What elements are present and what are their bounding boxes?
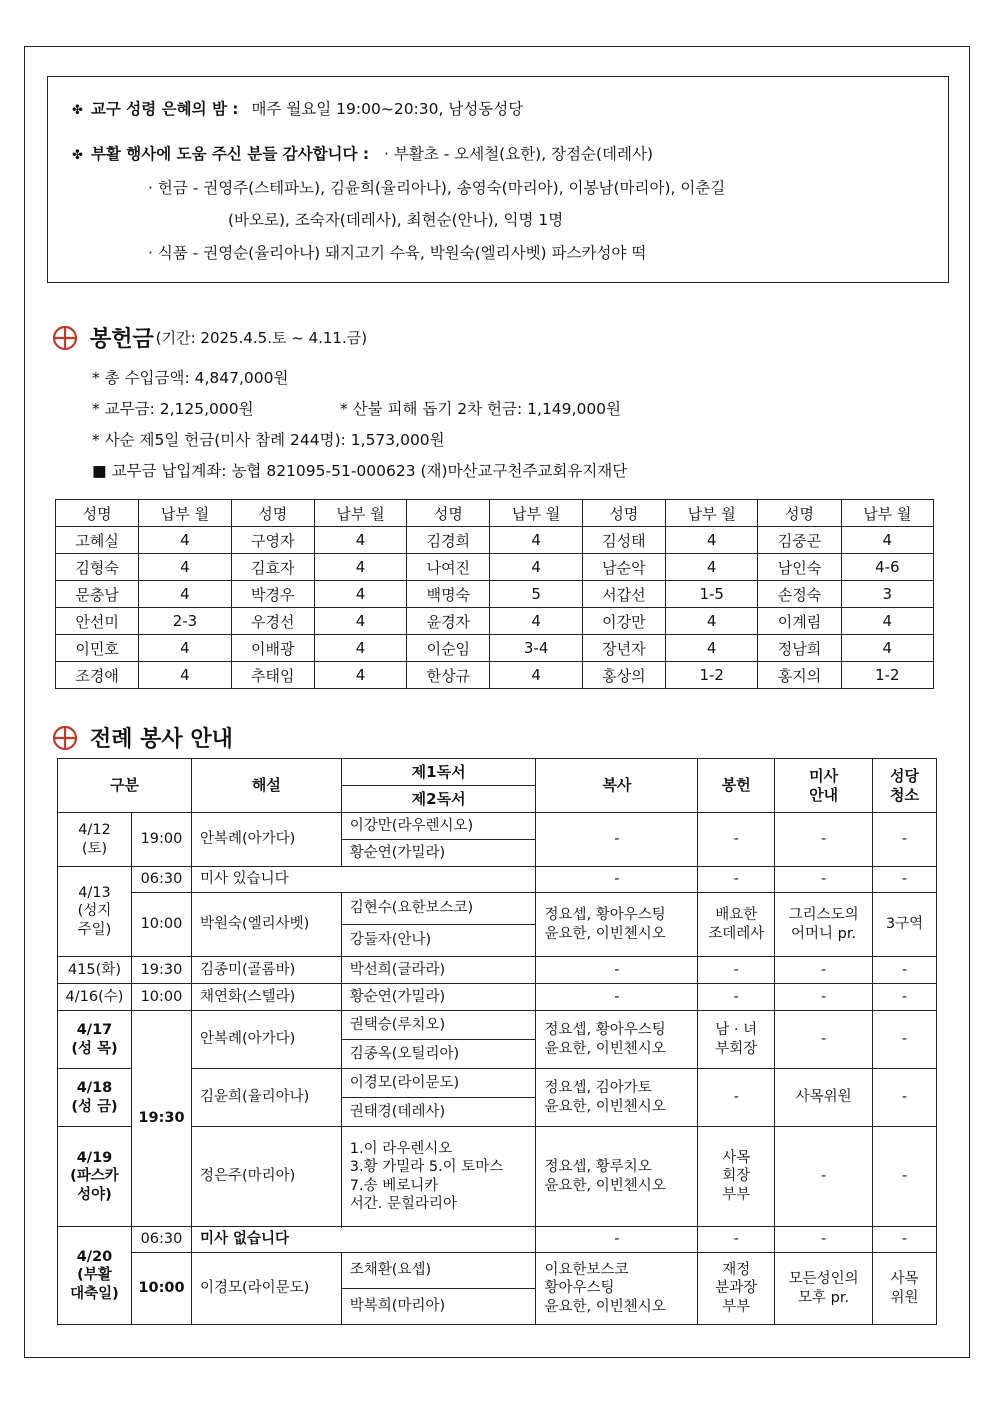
acolyte-cell: - — [536, 984, 698, 1011]
member-name-cell: 김성태 — [582, 527, 665, 554]
paid-month-cell: 4 — [490, 527, 582, 554]
cleaning-cell: - — [873, 1011, 937, 1069]
member-name-cell: 손정숙 — [758, 581, 841, 608]
mass-guide-cell: 그리스도의 어머니 pr. — [775, 893, 873, 957]
reading-cell: 강둘자(안나) — [341, 925, 536, 957]
acolyte-cell: - — [536, 813, 698, 867]
header-month: 납부 월 — [490, 500, 582, 527]
cleaning-cell: 사목 위원 — [873, 1253, 937, 1325]
member-name-cell: 홍지의 — [758, 662, 841, 689]
paid-month-cell: 4 — [314, 581, 406, 608]
paid-month-cell: 4 — [841, 635, 933, 662]
time-cell: 10:00 — [131, 984, 191, 1011]
member-name-cell: 백명숙 — [407, 581, 490, 608]
date-cell: 4/19 (파스카 성야) — [58, 1127, 132, 1227]
cleaning-cell: - — [873, 957, 937, 984]
table-row — [56, 527, 934, 554]
member-name-cell: 이강만 — [582, 608, 665, 635]
table-row — [56, 608, 934, 635]
paid-month-cell: 4 — [490, 608, 582, 635]
paid-month-cell: 4 — [314, 608, 406, 635]
liturgy-table — [57, 758, 937, 1325]
reading-cell: 이경모(라이문도) — [341, 1069, 536, 1098]
member-name-cell: 문충남 — [56, 581, 139, 608]
member-name-cell: 홍상의 — [582, 662, 665, 689]
paid-month-cell: 4 — [841, 527, 933, 554]
offertory-cell: 배요한 조데레사 — [698, 893, 775, 957]
header-name: 성명 — [758, 500, 841, 527]
time-cell: 06:30 — [131, 1227, 191, 1253]
liturgy-heading: 전례 봉사 안내 — [90, 727, 233, 752]
paid-month-cell: 4 — [314, 527, 406, 554]
paid-month-cell: 3-4 — [490, 635, 582, 662]
member-name-cell: 정남희 — [758, 635, 841, 662]
member-name-cell: 윤경자 — [407, 608, 490, 635]
reading-cell: 박복희(마리아) — [341, 1289, 536, 1325]
mass-guide-cell: - — [775, 1011, 873, 1069]
paid-month-cell: 4 — [139, 635, 231, 662]
offertory-cell: - — [698, 1069, 775, 1127]
member-name-cell: 한상규 — [407, 662, 490, 689]
reading-cell: 황순연(가밀라) — [341, 840, 536, 867]
note-cell: 미사 있습니다 — [191, 867, 536, 893]
offertory-cell: 사목 회장 부부 — [698, 1127, 775, 1227]
header-month: 납부 월 — [314, 500, 406, 527]
commentary-cell: 김윤희(율리아나) — [191, 1069, 341, 1127]
cleaning-cell: - — [873, 1069, 937, 1127]
mass-guide-cell: 사목위원 — [775, 1069, 873, 1127]
member-name-cell: 이배광 — [231, 635, 314, 662]
mass-guide-cell: - — [775, 984, 873, 1011]
paid-month-cell: 1-5 — [666, 581, 758, 608]
notice-line-3: · 헌금 - 권영주(스테파노), 김윤희(율리아나), 송영숙(마리아), 이봉남(마리아), 이춘길 — [148, 179, 726, 197]
offertory-cell: - — [698, 957, 775, 984]
paid-month-cell: 4 — [666, 527, 758, 554]
mass-guide-cell: - — [775, 813, 873, 867]
paid-month-cell: 1-2 — [841, 662, 933, 689]
header-name: 성명 — [407, 500, 490, 527]
offering-period: (기간: 2025.4.5.토 ~ 4.11.금) — [155, 329, 368, 347]
cleaning-cell: 3구역 — [873, 893, 937, 957]
reading-cell: 김종옥(오틸리아) — [341, 1040, 536, 1069]
paid-month-cell: 4 — [314, 662, 406, 689]
member-name-cell: 김중곤 — [758, 527, 841, 554]
table-row — [56, 554, 934, 581]
header-month: 납부 월 — [139, 500, 231, 527]
time-cell: 19:00 — [131, 813, 191, 867]
header-month: 납부 월 — [841, 500, 933, 527]
diamond-bullet-icon: ✤ — [72, 103, 83, 118]
date-cell: 4/13 (성지 주일) — [58, 867, 132, 957]
paid-month-cell: 4 — [139, 581, 231, 608]
header-commentary: 해설 — [191, 759, 341, 813]
commentary-cell: 안복례(아가다) — [191, 1011, 341, 1069]
time-cell: 10:00 — [131, 1253, 191, 1325]
paid-month-cell: 4 — [666, 635, 758, 662]
member-name-cell: 우경선 — [231, 608, 314, 635]
offering-lent: * 사순 제5일 헌금(미사 참례 244명): 1,573,000원 — [92, 431, 445, 449]
header-name: 성명 — [231, 500, 314, 527]
member-name-cell: 서갑선 — [582, 581, 665, 608]
cross-circle-icon — [52, 725, 78, 751]
acolyte-cell: - — [536, 1227, 698, 1253]
date-cell: 4/18 (성 금) — [58, 1069, 132, 1127]
offering-account: ■ 교무금 납입계좌: 농협 821095-51-000623 (재)마산교구천주교회유지재단 — [92, 462, 628, 480]
notice-text: · 부활초 - 오세철(요한), 장점순(데레사) — [384, 145, 653, 163]
member-name-cell: 이순임 — [407, 635, 490, 662]
offering-heading: 봉헌금 — [90, 327, 154, 352]
time-cell: 06:30 — [131, 867, 191, 893]
commentary-cell: 박원숙(엘리사벳) — [191, 893, 341, 957]
member-name-cell: 남순악 — [582, 554, 665, 581]
paid-month-cell: 4 — [139, 662, 231, 689]
notice-line-2 — [72, 142, 653, 164]
paid-month-cell: 3 — [841, 581, 933, 608]
diamond-bullet-icon: ✤ — [72, 148, 83, 163]
commentary-cell: 김종미(골롬바) — [191, 957, 341, 984]
offertory-cell: 남 · 녀 부회장 — [698, 1011, 775, 1069]
paid-month-cell: 4 — [314, 554, 406, 581]
cross-circle-icon — [52, 325, 78, 351]
reading-cell: 박선희(글라라) — [341, 957, 536, 984]
header-reading2: 제2독서 — [341, 786, 536, 813]
offering-title — [52, 322, 367, 353]
member-name-cell: 나여진 — [407, 554, 490, 581]
member-name-cell: 김경희 — [407, 527, 490, 554]
mass-guide-cell: - — [775, 867, 873, 893]
paid-month-cell: 4 — [490, 554, 582, 581]
notice-label: 부활 행사에 도움 주신 분들 감사합니다 : — [90, 145, 370, 163]
table-row — [56, 581, 934, 608]
header-mass-guide: 미사 안내 — [775, 759, 873, 813]
time-cell: 10:00 — [131, 893, 191, 957]
member-name-cell: 안선미 — [56, 608, 139, 635]
paid-month-cell: 4 — [139, 527, 231, 554]
acolyte-cell: 정요셉, 김아가토 윤요한, 이빈첸시오 — [536, 1069, 698, 1127]
notice-line-5: · 식품 - 권영순(율리아나) 돼지고기 수육, 박원숙(엘리사벳) 파스카성야 떡 — [148, 244, 647, 262]
notice-line-4: (바오로), 조숙자(데레사), 최현순(안나), 익명 1명 — [228, 211, 564, 229]
date-cell: 4/16(수) — [58, 984, 132, 1011]
paid-month-cell: 4 — [841, 608, 933, 635]
member-name-cell: 김효자 — [231, 554, 314, 581]
acolyte-cell: 정요셉, 황아우스팅 윤요한, 이빈첸시오 — [536, 1011, 698, 1069]
member-name-cell: 구영자 — [231, 527, 314, 554]
paid-month-cell: 4 — [314, 635, 406, 662]
member-name-cell: 고혜실 — [56, 527, 139, 554]
member-name-cell: 남인숙 — [758, 554, 841, 581]
notice-box — [47, 76, 949, 283]
table-row — [56, 662, 934, 689]
acolyte-cell: - — [536, 867, 698, 893]
header-reading1: 제1독서 — [341, 759, 536, 786]
member-name-cell: 박경우 — [231, 581, 314, 608]
member-name-cell: 이민호 — [56, 635, 139, 662]
paid-month-cell: 1-2 — [666, 662, 758, 689]
offertory-cell: - — [698, 867, 775, 893]
mass-guide-cell: - — [775, 1227, 873, 1253]
offertory-cell: 재정 분과장 부부 — [698, 1253, 775, 1325]
offering-dues: * 교무금: 2,125,000원 — [92, 400, 254, 418]
liturgy-title — [52, 722, 233, 753]
commentary-cell: 정은주(마리아) — [191, 1127, 341, 1227]
offertory-cell: - — [698, 813, 775, 867]
cleaning-cell: - — [873, 813, 937, 867]
date-cell: 4/12 (토) — [58, 813, 132, 867]
cleaning-cell: - — [873, 984, 937, 1011]
commentary-cell: 채연화(스텔라) — [191, 984, 341, 1011]
header-acolyte: 복사 — [536, 759, 698, 813]
header-cleaning: 성당 청소 — [873, 759, 937, 813]
reading-cell: 황순연(가밀라) — [341, 984, 536, 1011]
dues-table — [55, 499, 934, 689]
header-offertory: 봉헌 — [698, 759, 775, 813]
offertory-cell: - — [698, 1227, 775, 1253]
header-month: 납부 월 — [666, 500, 758, 527]
acolyte-cell: 정요셉, 황아우스팅 윤요한, 이빈첸시오 — [536, 893, 698, 957]
time-cell: 19:30 — [131, 957, 191, 984]
paid-month-cell: 4 — [666, 608, 758, 635]
reading-cell: 1.이 라우렌시오 3.황 가밀라 5.이 토마스 7.송 베로니카 서간. 문힐라리아 — [341, 1127, 536, 1227]
acolyte-cell: 정요셉, 황루치오 윤요한, 이빈첸시오 — [536, 1127, 698, 1227]
member-name-cell: 조경애 — [56, 662, 139, 689]
member-name-cell: 장년자 — [582, 635, 665, 662]
date-cell: 415(화) — [58, 957, 132, 984]
notice-line-1 — [72, 97, 523, 119]
mass-guide-cell: 모든성인의 모후 pr. — [775, 1253, 873, 1325]
notice-label: 교구 성령 은혜의 밤 : — [90, 100, 239, 118]
header-name: 성명 — [56, 500, 139, 527]
header-division: 구분 — [58, 759, 192, 813]
offering-wildfire: * 산불 피해 돕기 2차 헌금: 1,149,000원 — [340, 400, 622, 418]
mass-guide-cell: - — [775, 1127, 873, 1227]
reading-cell: 이강만(라우렌시오) — [341, 813, 536, 840]
reading-cell: 권택승(루치오) — [341, 1011, 536, 1040]
paid-month-cell: 5 — [490, 581, 582, 608]
cleaning-cell: - — [873, 1227, 937, 1253]
commentary-cell: 이경모(라이문도) — [191, 1253, 341, 1325]
paid-month-cell: 4 — [490, 662, 582, 689]
note-cell: 미사 없습니다 — [191, 1227, 536, 1253]
member-name-cell: 이계림 — [758, 608, 841, 635]
reading-cell: 김현수(요한보스코) — [341, 893, 536, 925]
offertory-cell: - — [698, 984, 775, 1011]
reading-cell: 조채환(요셉) — [341, 1253, 536, 1289]
commentary-cell: 안복례(아가다) — [191, 813, 341, 867]
member-name-cell: 김형숙 — [56, 554, 139, 581]
acolyte-cell: 이요한보스코 황아우스팅 윤요한, 이빈첸시오 — [536, 1253, 698, 1325]
paid-month-cell: 2-3 — [139, 608, 231, 635]
paid-month-cell: 4 — [139, 554, 231, 581]
acolyte-cell: - — [536, 957, 698, 984]
offering-total: * 총 수입금액: 4,847,000원 — [92, 369, 289, 387]
cleaning-cell: - — [873, 1127, 937, 1227]
mass-guide-cell: - — [775, 957, 873, 984]
header-name: 성명 — [582, 500, 665, 527]
table-row — [56, 635, 934, 662]
paid-month-cell: 4 — [666, 554, 758, 581]
paid-month-cell: 4-6 — [841, 554, 933, 581]
time-cell: 19:30 — [131, 1011, 191, 1227]
date-cell: 4/17 (성 목) — [58, 1011, 132, 1069]
notice-text: 매주 월요일 19:00~20:30, 남성동성당 — [251, 100, 524, 118]
cleaning-cell: - — [873, 867, 937, 893]
date-cell: 4/20 (부활 대축일) — [58, 1227, 132, 1325]
member-name-cell: 추태임 — [231, 662, 314, 689]
reading-cell: 권태경(데레사) — [341, 1098, 536, 1127]
dues-header-row — [56, 500, 934, 527]
